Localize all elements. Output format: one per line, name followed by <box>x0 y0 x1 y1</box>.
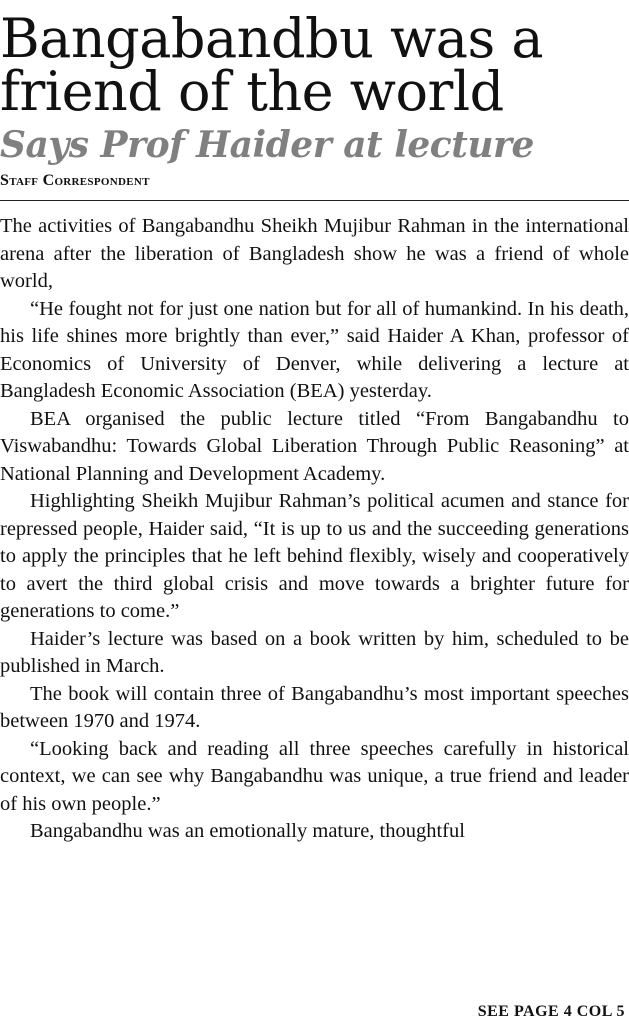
paragraph: The activities of Bangabandhu Sheikh Mujibur Rahman in the international arena after the liberation of Bangladesh show he was a friend of whole world, <box>0 215 629 292</box>
byline-divider <box>0 200 629 201</box>
paragraph: “He fought not for just one nation but for all of humankind. In his death, his life shines more brightly than ever,” said Haider A Khan, professor of Economics of University of Denver, while delivering a lecture at Bangladesh Economic Association (BEA) yesterday. <box>0 297 629 402</box>
paragraph: The book will contain three of Bangabandhu’s most important speeches between 1970 and 1974. <box>0 682 629 732</box>
article-subhead: Says Prof Haider at lecture <box>0 124 534 166</box>
continued-jump-line: SEE PAGE 4 COL 5 <box>477 1003 625 1020</box>
article-headline: Bangabandbu was a friend of the world <box>0 7 544 123</box>
paragraph: BEA organised the public lecture titled “From Bangabandhu to Viswabandhu: Towards Global Liberation Through Public Reasoning” at National Planning and Development Academy. <box>0 407 629 485</box>
paragraph: Bangabandhu was an emotionally mature, thoughtful <box>30 820 465 842</box>
article-body <box>0 213 629 846</box>
article-byline: Staff Correspondent <box>0 172 150 189</box>
paragraph: Haider’s lecture was based on a book written by him, scheduled to be published in March. <box>0 627 629 677</box>
paragraph: “Looking back and reading all three speeches carefully in historical context, we can see why Bangabandhu was unique, a true friend and leader of his own people.” <box>0 737 629 815</box>
paragraph: Highlighting Sheikh Mujibur Rahman’s political acumen and stance for repressed people, Haider said, “It is up to us and the succeeding generations to apply the principles that he left behind flexibly, wisely and cooperatively to avert the third global crisis and move towards a brighter future for generations to come.” <box>0 490 629 622</box>
